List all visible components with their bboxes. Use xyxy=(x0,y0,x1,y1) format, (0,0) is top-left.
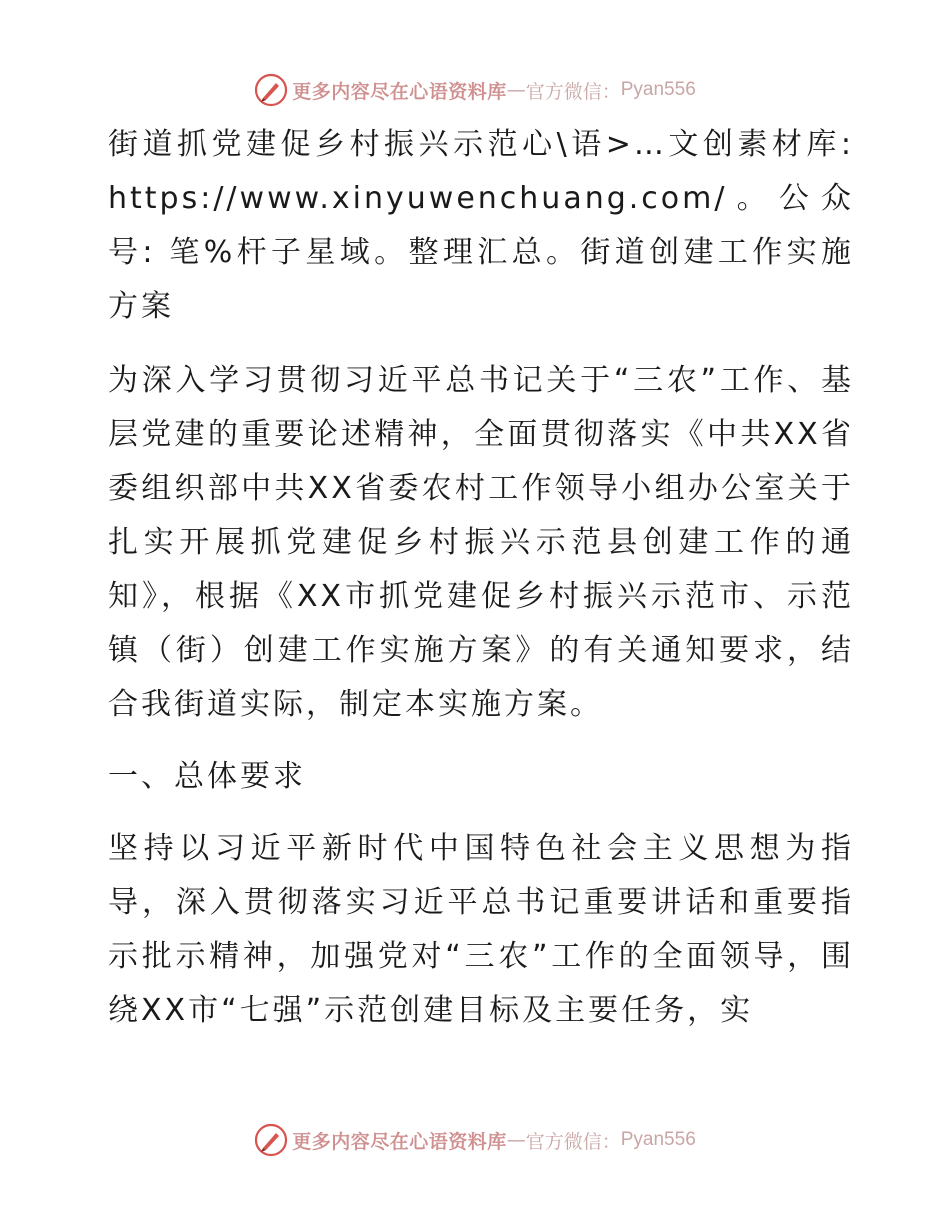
banner-separator: — xyxy=(506,1129,526,1151)
banner-title: 更多内容尽在心语资料库 xyxy=(292,1130,507,1153)
banner-wechat-label: 官方微信： xyxy=(525,80,621,103)
banner-title: 更多内容尽在心语资料库 xyxy=(292,80,507,103)
pen-logo-icon xyxy=(254,1123,288,1157)
banner-wechat-id: Pyan556 xyxy=(620,1129,696,1150)
title-paragraph: 街道抓党建促乡村振兴示范心\语>…文创素材库: https://www.xinyuwenchuang.com/。公众号: 笔%杆子星域。整理汇总。街道创建工作实施方案 xyxy=(108,127,854,324)
banner-wechat-label: 官方微信： xyxy=(525,1130,621,1153)
section-paragraph: 坚持以习近平新时代中国特色社会主义思想为指导，深入贯彻落实习近平总书记重要讲话和重要指示批示精神，加强党对“三农”工作的全面领导，围绕XX市“七强”示范创建目标及主要任务，实 xyxy=(108,831,854,1028)
document-body xyxy=(98,118,854,1038)
intro-paragraph: 为深入学习贯彻习近平总书记关于“三农”工作、基层党建的重要论述精神，全面贯彻落实《中共XX省委组织部中共XX省委农村工作领导小组办公室关于扎实开展抓党建促乡村振兴示范县创建工作的通知》，根据《XX市抓党建促乡村振兴示范市、示范镇（街）创建工作实施方案》的有关通知要求，结合我街道实际，制定本实施方案。 xyxy=(108,363,854,722)
footer-watermark-banner xyxy=(0,1120,950,1160)
header-watermark-banner xyxy=(0,70,950,110)
banner-separator: — xyxy=(506,79,526,101)
section-heading: 一、总体要求 xyxy=(108,759,306,794)
banner-wechat-id: Pyan556 xyxy=(620,79,696,100)
pen-logo-icon xyxy=(254,73,288,107)
